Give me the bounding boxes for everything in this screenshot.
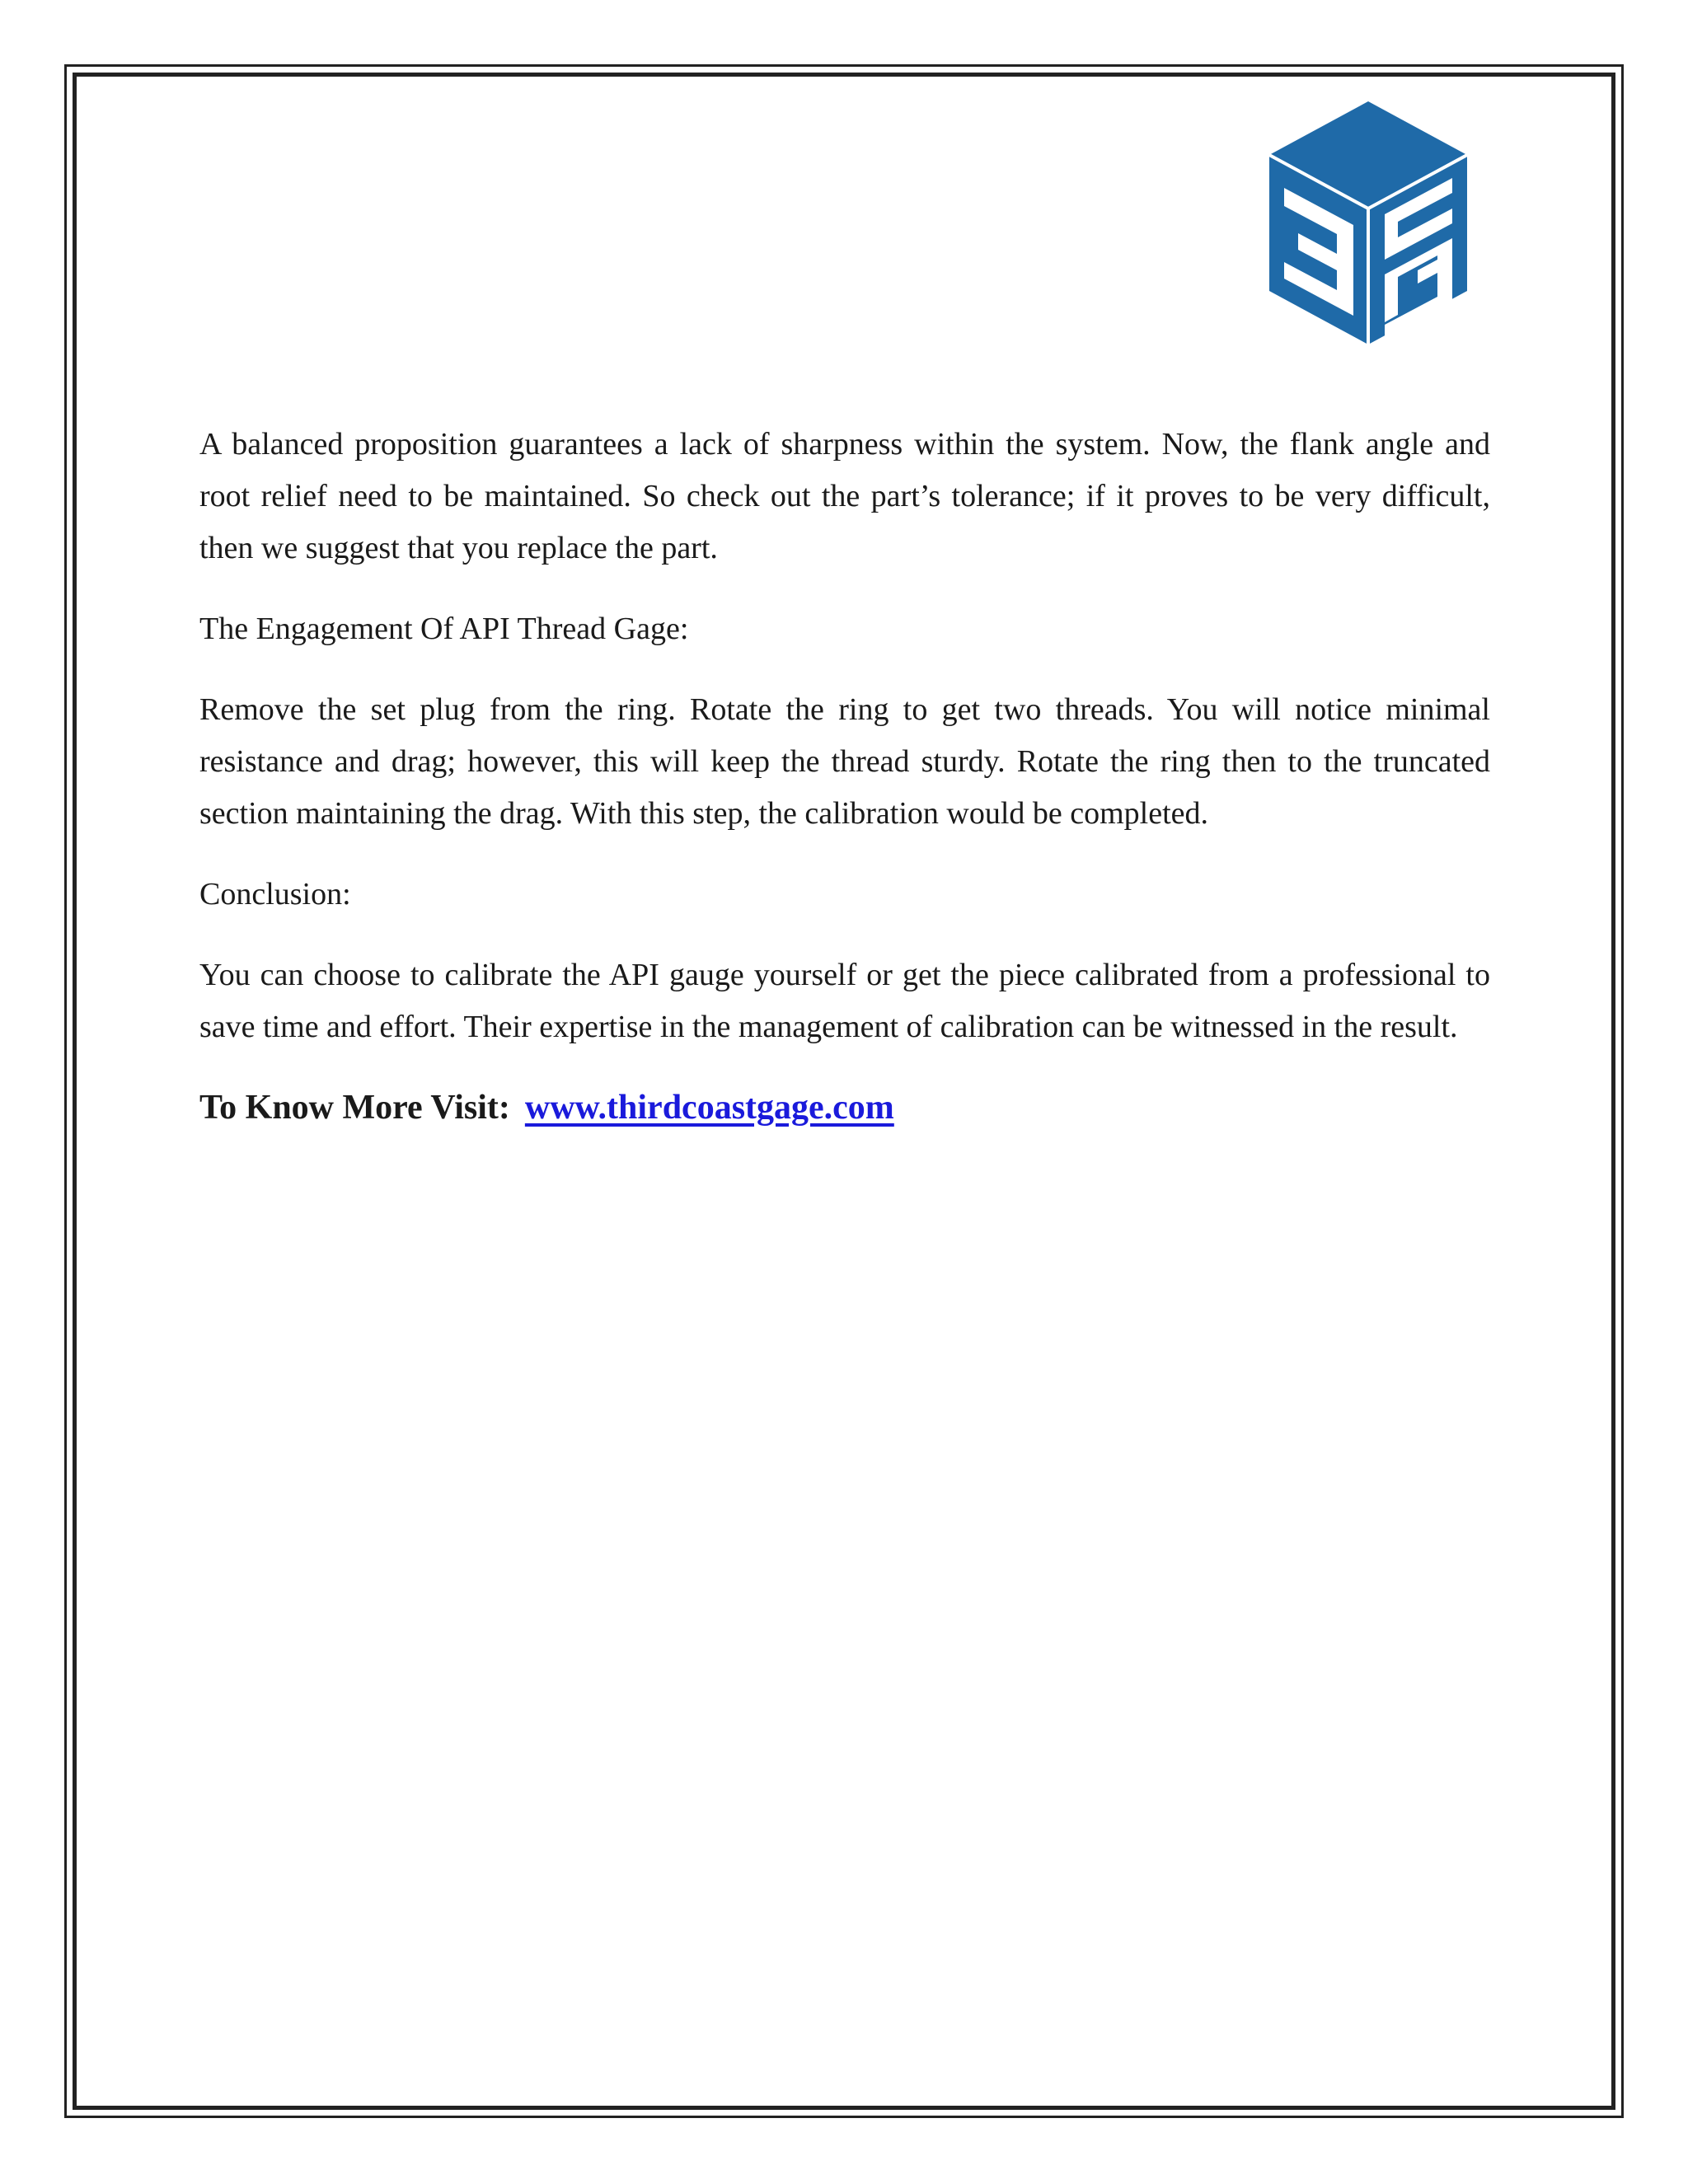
call-to-action xyxy=(199,1082,1490,1134)
conclusion-heading: Conclusion: xyxy=(199,877,351,912)
engagement-paragraph: Remove the set plug from the ring. Rotate the ring to get two threads. You will notice minimal resistance and drag; however, this will keep the thread sturdy. Rotate the ring then to the truncated section maintaining the drag. With this step, the calibration would be completed. xyxy=(199,692,1490,831)
engagement-heading: The Engagement Of API Thread Gage: xyxy=(199,612,689,646)
document-body xyxy=(199,419,1490,1134)
cta-label: To Know More Visit: xyxy=(199,1089,510,1127)
3cg-cube-logo-icon xyxy=(1261,97,1475,349)
intro-paragraph: A balanced proposition guarantees a lack of sharpness within the system. Now, the flank angle and root relief need to be maintained. So check out the part’s tolerance; if it proves to be very difficult, then we suggest that you replace the part. xyxy=(199,427,1490,565)
website-link[interactable]: www.thirdcoastgage.com xyxy=(524,1089,894,1127)
conclusion-paragraph: You can choose to calibrate the API gauge yourself or get the piece calibrated from a professional to save time and effort. Their expertise in the management of calibration can be witnessed in the result. xyxy=(199,958,1490,1044)
